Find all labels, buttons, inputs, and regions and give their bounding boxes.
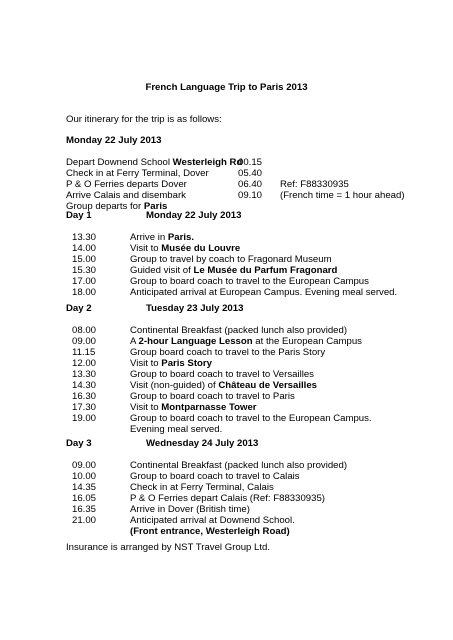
itinerary-time: 14.35 xyxy=(72,482,97,493)
itinerary-time: 13.30 xyxy=(72,369,97,380)
itinerary-time: 08.00 xyxy=(72,325,97,336)
text-segment: Depart Downend School xyxy=(66,157,173,168)
text-segment: Group to board coach to travel to Versailles xyxy=(130,369,314,380)
text-segment: P & O Ferries departs Dover xyxy=(66,179,187,190)
itinerary-activity xyxy=(130,391,295,402)
departure-time: 09.10 xyxy=(238,190,263,201)
itinerary-time: 16.35 xyxy=(72,504,97,515)
text-segment: Paris xyxy=(143,201,168,212)
itinerary-activity xyxy=(130,287,397,298)
text-segment: Visit to xyxy=(130,358,162,369)
itinerary-activity xyxy=(130,380,317,391)
itinerary-time: 19.00 xyxy=(72,413,97,424)
text-segment: Group board coach to travel to the Paris Story xyxy=(130,347,326,358)
itinerary-activity xyxy=(130,471,300,482)
departure-time: 06.40 xyxy=(238,179,263,190)
itinerary-activity xyxy=(130,276,369,287)
text-segment: Guided visit of xyxy=(130,265,194,276)
text-segment: Evening meal served. xyxy=(130,424,223,435)
text-segment: P & O Ferries depart Calais (Ref: F88330935) xyxy=(130,493,325,504)
itinerary-activity xyxy=(130,243,240,254)
text-segment: Check in at Ferry Terminal, Dover xyxy=(66,168,209,179)
itinerary-activity xyxy=(130,265,337,276)
itinerary-activity xyxy=(130,347,325,358)
itinerary-activity xyxy=(130,413,372,424)
departure-activity xyxy=(66,168,209,179)
text-segment: Group to board coach to travel to the European Campus. xyxy=(130,413,372,424)
day-date: Tuesday 23 July 2013 xyxy=(146,303,244,314)
itinerary-activity xyxy=(130,336,362,347)
departure-activity xyxy=(66,157,242,168)
text-segment: Le Musée du Parfum Fragonard xyxy=(193,265,338,276)
departure-note: (French time = 1 hour ahead) xyxy=(280,190,405,201)
document-title: French Language Trip to Paris 2013 xyxy=(145,82,308,93)
itinerary-activity xyxy=(130,402,257,413)
text-segment: Anticipated arrival at Downend School. xyxy=(130,515,295,526)
text-segment: Château de Versailles xyxy=(218,380,318,391)
text-segment: Arrive in Dover (British time) xyxy=(130,504,250,515)
itinerary-activity xyxy=(130,493,325,504)
text-segment: Continental Breakfast (packed lunch also provided) xyxy=(130,325,348,336)
itinerary-activity xyxy=(130,460,347,471)
text-segment: Group departs for xyxy=(66,201,144,212)
departure-note: Ref: F88330935 xyxy=(280,179,349,190)
itinerary-time: 17.30 xyxy=(72,402,97,413)
itinerary-activity xyxy=(130,515,295,526)
departure-activity xyxy=(66,190,186,201)
text-segment: Group to board coach to travel to Paris xyxy=(130,391,295,402)
itinerary-activity xyxy=(130,254,332,265)
text-segment: Musée du Louvre xyxy=(161,243,241,254)
itinerary-activity xyxy=(130,232,194,243)
itinerary-time: 18.00 xyxy=(72,287,97,298)
itinerary-activity xyxy=(130,325,347,336)
text-segment: Group to travel by coach to Fragonard Museum xyxy=(130,254,332,265)
monday-heading: Monday 22 July 2013 xyxy=(66,135,162,146)
departure-time: 05.40 xyxy=(238,168,263,179)
day-label: Day 2 xyxy=(66,303,92,314)
text-segment: Continental Breakfast (packed lunch also provided) xyxy=(130,460,348,471)
text-segment: Group to board coach to travel to the European Campus xyxy=(130,276,369,287)
day-label: Day 1 xyxy=(66,210,92,221)
itinerary-time: 13.30 xyxy=(72,232,97,243)
text-segment: Arrive Calais and disembark xyxy=(66,190,186,201)
itinerary-time: 11.15 xyxy=(72,347,96,358)
itinerary-time: 14.30 xyxy=(72,380,97,391)
day-date: Monday 22 July 2013 xyxy=(146,210,242,221)
text-segment: Paris. xyxy=(167,232,194,243)
itinerary-activity xyxy=(130,358,212,369)
text-segment: Westerleigh Rd xyxy=(172,157,243,168)
day-label: Day 3 xyxy=(66,438,92,449)
itinerary-activity xyxy=(130,369,314,380)
itinerary-time: 09.00 xyxy=(72,460,97,471)
text-segment: Montparnasse Tower xyxy=(161,402,257,413)
itinerary-time: 21.00 xyxy=(72,515,97,526)
itinerary-time: 14.00 xyxy=(72,243,97,254)
text-segment: Arrive in xyxy=(130,232,168,243)
day-date: Wednesday 24 July 2013 xyxy=(146,438,259,449)
itinerary-time: 10.00 xyxy=(72,471,97,482)
itinerary-time: 15.30 xyxy=(72,265,97,276)
itinerary-activity xyxy=(130,482,274,493)
departure-time: 00.15 xyxy=(238,157,263,168)
text-segment: Visit to xyxy=(130,243,162,254)
itinerary-time: 16.05 xyxy=(72,493,97,504)
itinerary-time: 15.00 xyxy=(72,254,97,265)
text-segment: 2-hour Language Lesson xyxy=(138,336,253,347)
footer-note: Insurance is arranged by NST Travel Group Ltd. xyxy=(66,542,271,553)
itinerary-activity xyxy=(130,424,222,435)
itinerary-time: 09.00 xyxy=(72,336,97,347)
intro-text: Our itinerary for the trip is as follows: xyxy=(66,114,222,125)
itinerary-time: 16.30 xyxy=(72,391,97,402)
text-segment: at the European Campus xyxy=(252,336,362,347)
text-segment: Visit to xyxy=(130,402,162,413)
text-segment: (Front entrance, Westerleigh Road) xyxy=(130,526,290,537)
text-segment: Group to board coach to travel to Calais xyxy=(130,471,300,482)
text-segment: Paris Story xyxy=(161,358,212,369)
text-segment: Visit (non-guided) of xyxy=(130,380,219,391)
itinerary-activity xyxy=(130,526,290,537)
text-segment: Anticipated arrival at European Campus. Evening meal served. xyxy=(130,287,398,298)
text-segment: A xyxy=(130,336,139,347)
itinerary-activity xyxy=(130,504,250,515)
text-segment: Check in at Ferry Terminal, Calais xyxy=(130,482,274,493)
departure-activity xyxy=(66,179,187,190)
itinerary-time: 17.00 xyxy=(72,276,97,287)
itinerary-time: 12.00 xyxy=(72,358,97,369)
